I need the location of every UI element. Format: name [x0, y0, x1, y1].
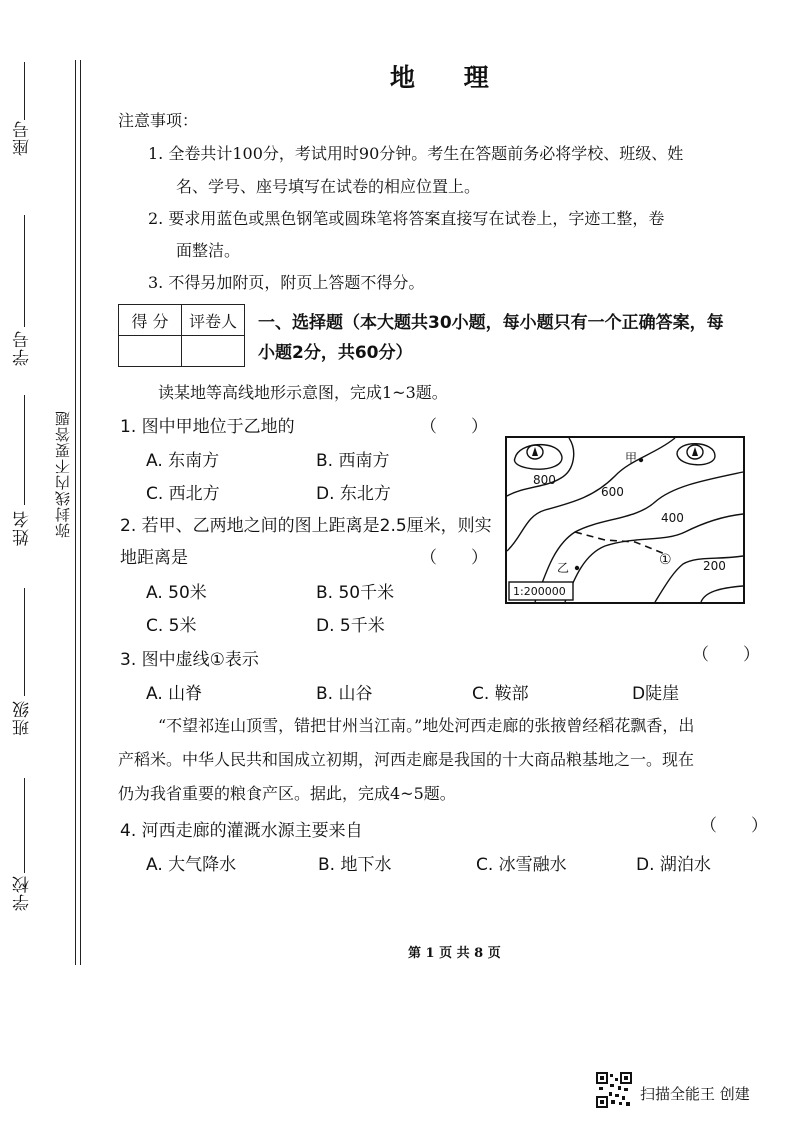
- section-heading: 一、选择题（本大题共30小题，每小题只有一个正确答案，每: [258, 313, 724, 333]
- answer-blank[interactable]: （ ）: [692, 645, 760, 665]
- contour-map: [505, 436, 745, 604]
- passage-line: 仍为我省重要的粮食产区。据此，完成4~5题。: [118, 784, 456, 803]
- option: B. 地下水: [318, 855, 392, 875]
- notice-item: 2. 要求用蓝色或黑色钢笔或圆珠笔将答案直接写在试卷上，字迹工整，卷: [148, 209, 665, 228]
- qr-code-icon: [596, 1072, 632, 1108]
- name-label: 姓名: [13, 510, 33, 546]
- question-stem: 4. 河西走廊的灌溉水源主要来自: [120, 821, 363, 841]
- map-scale: 1:200000: [513, 585, 566, 598]
- seat-number-label: 座号: [13, 120, 33, 156]
- class-label: 班级: [13, 700, 33, 736]
- option: A. 东南方: [146, 451, 220, 471]
- class-blank[interactable]: [24, 588, 25, 696]
- option: A. 大气降水: [146, 855, 237, 875]
- page-title: 地 理: [390, 63, 509, 92]
- question-intro: 读某地等高线地形示意图，完成1~3题。: [158, 383, 448, 402]
- passage-line: 产稻米。中华人民共和国成立初期，河西走廊是我国的十大商品粮基地之一。现在: [118, 750, 695, 769]
- score-cell[interactable]: [119, 336, 182, 367]
- contour-label-400: 400: [661, 511, 684, 525]
- school-label: 学校: [13, 875, 33, 911]
- option: C. 西北方: [146, 484, 220, 504]
- answer-blank[interactable]: （ ）: [700, 816, 768, 836]
- score-table: [118, 304, 245, 367]
- option: D陡崖: [632, 684, 680, 704]
- seat-number-blank[interactable]: [24, 62, 25, 120]
- dashed-line-label: ①: [659, 552, 672, 568]
- score-header: 得 分: [119, 305, 182, 336]
- page-number: 第 1 页 共 8 页: [408, 946, 501, 961]
- student-number-blank[interactable]: [24, 215, 25, 327]
- point-jia-label: 甲: [625, 451, 638, 465]
- name-blank[interactable]: [24, 395, 25, 505]
- seal-line: [75, 60, 76, 965]
- question-stem: 3. 图中虚线①表示: [120, 650, 259, 670]
- contour-label-800: 800: [533, 473, 556, 487]
- seal-line-inner: [80, 60, 81, 965]
- contour-label-600: 600: [601, 485, 624, 499]
- question-stem: 2. 若甲、乙两地之间的图上距离是2.5厘米，则实: [120, 516, 492, 536]
- student-number-label: 学号: [13, 330, 33, 366]
- watermark-text: 扫描全能王 创建: [640, 1085, 750, 1103]
- question-stem-cont: 地距离是: [120, 548, 188, 568]
- notice-item: 1. 全卷共计100分，考试用时90分钟。考生在答题前务必将学校、班级、姓: [148, 144, 684, 163]
- passage-line: “不望祁连山顶雪，错把甘州当江南。”地处河西走廊的张掖曾经稻花飘香，出: [158, 716, 695, 735]
- option: B. 西南方: [316, 451, 390, 471]
- section-heading-cont: 小题2分，共60分）: [258, 343, 413, 363]
- option: D. 5千米: [316, 616, 385, 636]
- option: B. 50千米: [316, 583, 395, 603]
- contour-label-200: 200: [703, 559, 726, 573]
- notice-item: 3. 不得另加附页，附页上答题不得分。: [148, 273, 425, 292]
- answer-blank[interactable]: （ ）: [420, 548, 488, 568]
- option: B. 山谷: [316, 684, 373, 704]
- option: C. 5米: [146, 616, 197, 636]
- option: C. 鞍部: [472, 684, 529, 704]
- notice-heading: 注意事项：: [118, 111, 199, 130]
- school-blank[interactable]: [24, 778, 25, 873]
- grader-header: 评卷人: [182, 305, 245, 336]
- grader-cell[interactable]: [182, 336, 245, 367]
- option: D. 湖泊水: [636, 855, 711, 875]
- question-stem: 1. 图中甲地位于乙地的: [120, 417, 295, 437]
- option: C. 冰雪融水: [476, 855, 567, 875]
- answer-blank[interactable]: （ ）: [420, 417, 488, 437]
- notice-item: 面整洁。: [176, 241, 241, 260]
- notice-item: 名、学号、座号填写在试卷的相应位置上。: [176, 177, 481, 196]
- option: A. 山脊: [146, 684, 203, 704]
- option: A. 50米: [146, 583, 207, 603]
- point-yi-label: 乙: [557, 561, 570, 575]
- seal-line-warning: 弥封线内不要答题: [54, 410, 72, 538]
- option: D. 东北方: [316, 484, 391, 504]
